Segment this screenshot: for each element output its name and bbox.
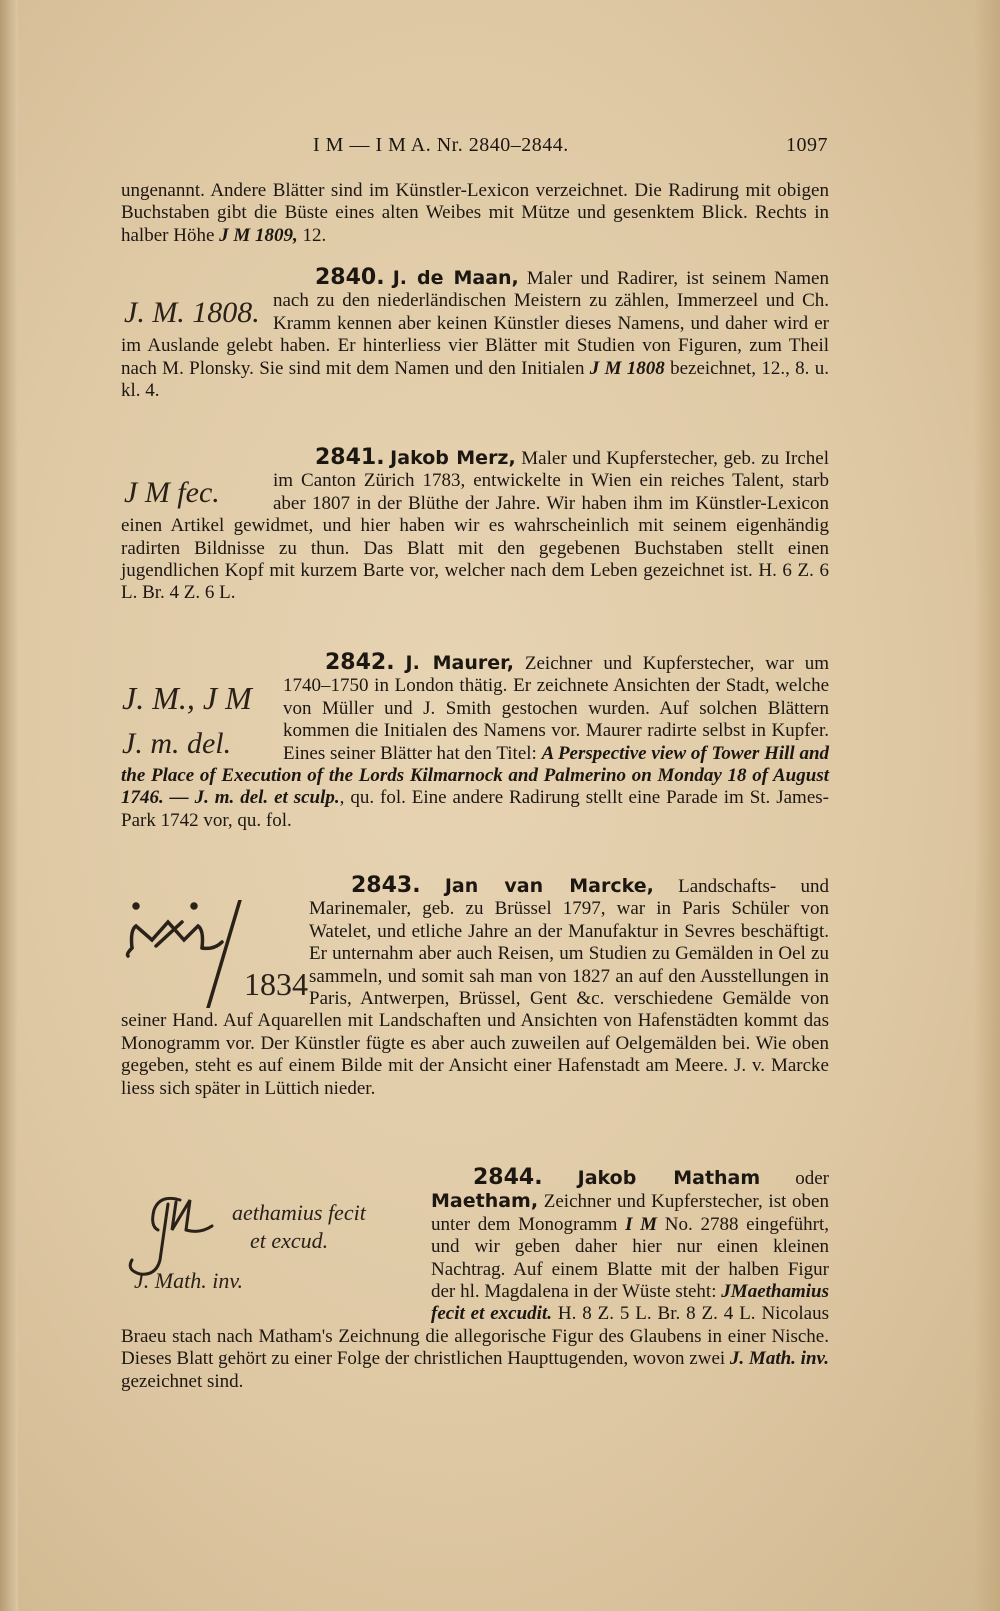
entry-mark-2: JMaethamius fecit et excudit. [431,1281,829,1325]
entry-text: Maler und Radirer, ist seinem Namen nach zu den niederländischen Meistern zu zählen, Immerzeel und Ch. Kramm kennen aber keinen Künstler dieses Namens, und daher wird er im Auslande gelebt haben. Er hinterliess vier Blätter mit Studien von Figuren, zum Theil nach M. Plonsky. Sie sind mit dem Namen und den Initialen [121,268,829,379]
monogram-2844 [120,1190,420,1310]
entry-mark: J M 1808 [589,357,665,379]
entry-text: Zeichner und Kupferstecher, war um 1740–1750 in London thätig. Er zeichnete Ansichten der Stadt, welche von Müller und J. Smith gestochen wurden. Auf solchen Blättern kommen die Initialen des Namens vor. Maurer radirte selbst in Kupfer. Eines seiner Blätter hat den Titel: [283,653,829,764]
artist-name-alt: Maetham, [431,1190,539,1213]
entry-text: Zeichner und Kupferstecher, ist oben unter dem Monogramm [431,1191,829,1235]
entry-text-mid: No. 2788 eingeführt, und wir geben daher hier nur einen kleinen Nachtrag. Auf einem Blatte mit der halben Figur der hl. Magdalena in der Wüste steht: [431,1213,829,1303]
entry-2841 [121,447,829,605]
entry-number: 2841. [315,445,385,470]
monogram-2841: J M fec. [124,476,220,509]
monogram-2844-line-3: J. Math. inv. [134,1268,243,1293]
entry-number: 2840. [315,265,385,290]
entry-text-c: H. 8 Z. 5 L. Br. 8 Z. 4 L. Nicolaus Braeu stach nach Matham's Zeichnung die allegorische Figur des Glaubens in einer Nische. Dieses Blatt gehört zu einer Folge der christlichen Haupttugenden, wovon zwei [121,1303,829,1370]
entry-text: Landschafts- und Marinemaler, geb. zu Brüssel 1797, war in Paris Schüler von Watelet, und etliche Jahre an der Manufaktur in Sevres beschäftigt. Er unternahm aber auch Reisen, um Studien zu Gemälden in Oel zu sammeln, und somit sah man von 1827 an auf den Ausstellungen in Paris, Antwerpen, Brüssel, Gent &c. verschiedene Gemälde von seiner Hand. Auf Aquarellen mit Landschaften und Ansichten von Hafenstädten kommt das Monogramm vor. Der Künstler fügte es aber auch zuweilen auf Oelgemälden bei. Wie oben gegeben, steht es auf einem Bilde mit der Ansicht einer Hafenstadt am Meere. J. v. Marcke liess sich später in Lüttich nieder. [121,876,829,1099]
intro-text: ungenannt. Andere Blätter sind im Künstler-Lexicon verzeichnet. Die Radirung mit obigen Buchstaben gibt die Büste eines alten Weibes mit Mütze und gesenktem Blick. Rechts in halber Höhe [121,180,829,246]
entry-text: Maler und Kupferstecher, geb. zu Irchel im Canton Zürich 1783, entwickelte in Wien ein reiches Talent, starb aber 1807 in der Blüthe der Jahre. Wir haben ihm im Künstler-Lexicon einen Artikel gewidmet, und hier haben wir es wahrscheinlich mit seinem eigenhändig radirten Bildnisse zu thun. Das Blatt mit den gegebenen Buchstaben stellt einen jugendlichen Kopf mit kurzem Barte vor, welcher nach dem Leben gezeichnet ist. H. 6 Z. 6 L. Br. 4 Z. 6 L. [121,448,829,604]
page-number: 1097 [786,134,828,156]
entry-number: 2844. [473,1165,543,1190]
entry-number: 2843. [351,873,421,898]
monogram-2843-year: 1834 [244,966,308,1002]
entry-mark-3: J. Math. inv. [729,1348,829,1370]
artist-name: Jakob Merz, [390,447,516,469]
matham-monogram-icon [120,1190,230,1280]
entry-number: 2842. [325,650,395,675]
monogram-2842-b: J. m. del. [122,727,232,760]
artist-name: Jan van Marcke, [444,875,654,897]
artist-name: J. de Maan, [392,267,519,289]
monogram-2842-a: J. M., J M [122,680,252,716]
running-header [313,134,828,164]
intro-end: 12. [297,224,327,246]
entry-text-end: gezeichnet sind. [121,1370,244,1392]
intro-paragraph [121,180,829,247]
monogram-2844-line-1: aethamius fecit [232,1200,366,1225]
monogram-2840: J. M. 1808. [124,296,260,329]
name-or: oder [760,1168,829,1189]
monogram-2843 [122,900,307,1008]
entry-2840 [121,267,829,402]
monogram-2844-line-2: et excud. [250,1228,329,1253]
artist-name: J. Maurer, [405,652,514,674]
running-title: I M — I M A. Nr. 2840–2844. [313,134,569,156]
entry-text-end: bezeichnet, 12., 8. u. kl. 4. [121,357,829,402]
entry-text-end: , qu. fol. Eine andere Radirung stellt eine Parade im St. James-Park 1742 vor, qu. fol. [121,787,829,831]
entry-mark: I M [625,1213,658,1235]
artist-name: Jakob Matham [577,1167,761,1189]
book-title: A Perspective view of Tower Hill and the Place of Execution of the Lords Kilmarnock and Palmerino on Monday 18 of August 1746. — J. m. del. et sculp. [121,742,830,809]
intro-mark: J M 1809, [219,224,298,246]
